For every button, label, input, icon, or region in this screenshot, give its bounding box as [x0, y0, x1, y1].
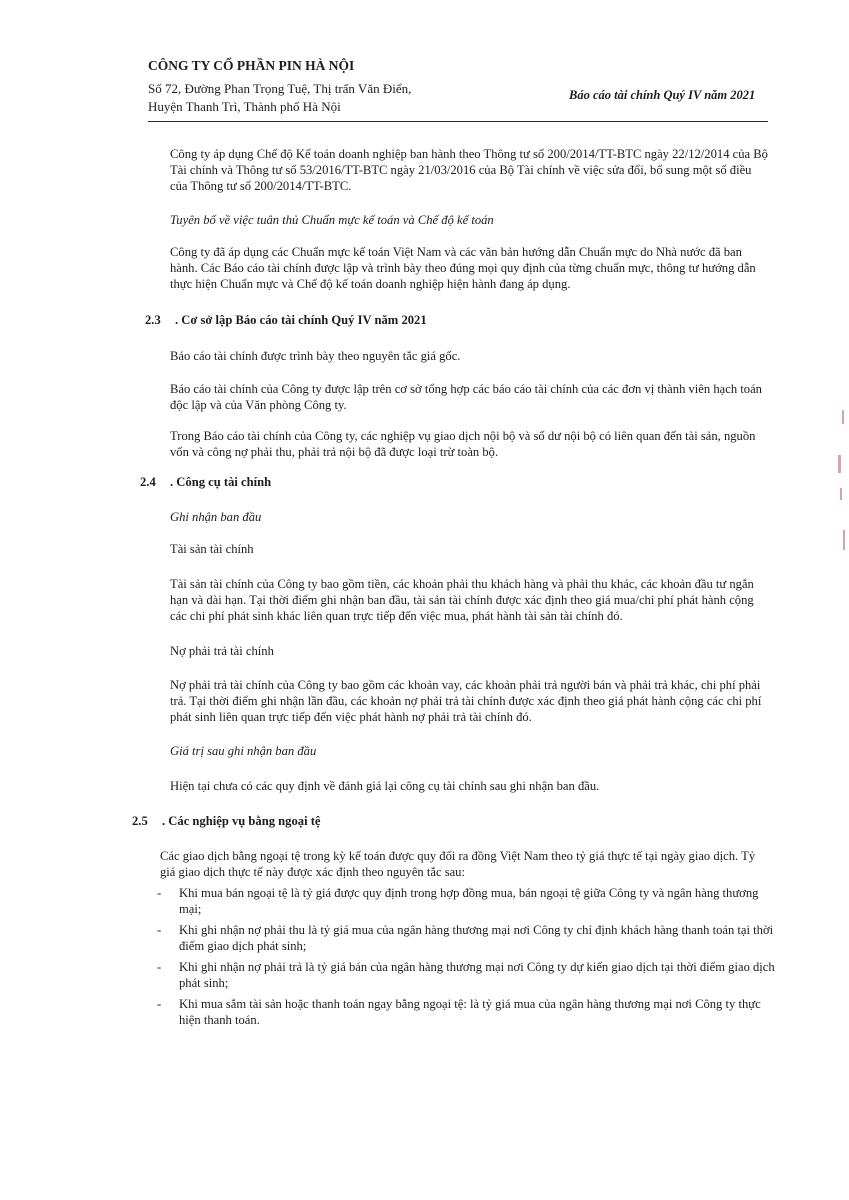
company-address-line1: Số 72, Đường Phan Trọng Tuệ, Thị trấn Văn Điển, — [148, 81, 412, 96]
section-number: 2.5 — [132, 814, 148, 828]
margin-stamp-mark — [842, 410, 844, 424]
margin-stamp-mark — [840, 488, 842, 500]
list-item — [157, 959, 777, 991]
list-item — [157, 885, 777, 917]
header-divider — [148, 121, 768, 122]
margin-stamp-mark — [843, 530, 845, 550]
section-title: . Các nghiệp vụ bằng ngoại tệ — [162, 814, 321, 828]
bullet-dash: - — [157, 923, 162, 937]
margin-stamp-mark — [838, 455, 841, 473]
company-name: CÔNG TY CỔ PHẦN PIN HÀ NỘI — [148, 58, 355, 73]
section-title: . Cơ sở lập Báo cáo tài chính Quý IV năm 2021 — [175, 313, 427, 327]
basis-paragraph-3: Trong Báo cáo tài chính của Công ty, các nghiệp vụ giao dịch nội bộ và số dư nội bộ có liên quan đến tài sản, nguồn vốn và công nợ phải thu, phải trả nội bộ đã được loại trừ toàn bộ. — [170, 429, 756, 459]
company-address-line2: Huyện Thanh Trì, Thành phố Hà Nội — [148, 99, 341, 114]
bullet-dash: - — [157, 886, 162, 900]
basis-paragraph-1: Báo cáo tài chính được trình bày theo nguyên tắc giá gốc. — [170, 349, 461, 363]
accounting-regime-paragraph: Công ty áp dụng Chế độ Kế toán doanh nghiệp ban hành theo Thông tư số 200/2014/TT-BTC ngày 22/12/2014 của Bộ Tài chính và Thông tư số 53/2016/TT-BTC ngày 21/03/2016 của Bộ Tài chính về việc sửa đổi, bổ sung một số điều của Thông tư số 200/2014/TT-BTC. — [170, 147, 768, 193]
financial-liabilities-heading: Nợ phải trả tài chính — [170, 644, 274, 658]
compliance-paragraph: Công ty đã áp dụng các Chuẩn mực kế toán Việt Nam và các văn bản hướng dẫn Chuẩn mực do Nhà nước đã ban hành. Các Báo cáo tài chính được lập và trình bày theo đúng mọi quy định của từng chuẩn mực, thông tư hướng dẫn thực hiện Chuẩn mực và Chế độ kế toán doanh nghiệp hiện hành đang áp dụng. — [170, 245, 756, 291]
section-heading-2-3 — [145, 313, 427, 328]
foreign-currency-intro: Các giao dịch bằng ngoại tệ trong kỳ kế toán được quy đổi ra đồng Việt Nam theo tỷ giá thực tế tại ngày giao dịch. Tỷ giá giao dịch thực tế này được xác định theo nguyên tắc sau: — [160, 849, 756, 879]
list-item — [157, 922, 777, 954]
subsequent-measurement-paragraph: Hiện tại chưa có các quy định về đánh giá lại công cụ tài chính sau ghi nhận ban đầu. — [170, 779, 600, 793]
initial-recognition-heading: Ghi nhận ban đầu — [170, 510, 262, 524]
section-title: . Công cụ tài chính — [170, 475, 272, 489]
exchange-rate-rules-list — [157, 885, 777, 1033]
financial-assets-paragraph: Tài sản tài chính của Công ty bao gồm tiền, các khoản phải thu khách hàng và phải thu khác, các khoản đầu tư ngắn hạn và dài hạn. Tại thời điểm ghi nhận ban đầu, tài sản tài chính được xác định theo giá mua/chi phí phát hành cộng các chi phí phát sinh khác liên quan trực tiếp đến việc mua, phát hành tài sản tài chính đó. — [170, 577, 754, 623]
list-item — [157, 996, 777, 1028]
bullet-dash: - — [157, 997, 162, 1011]
list-item-text: Khi ghi nhận nợ phải trả là tỷ giá bán của ngân hàng thương mại nơi Công ty dự kiến giao dịch tại thời điểm giao dịch phát sinh; — [179, 960, 775, 990]
compliance-subheading: Tuyên bố về việc tuân thủ Chuẩn mực kế toán và Chế độ kế toán — [170, 213, 494, 227]
basis-paragraph-2: Báo cáo tài chính của Công ty được lập trên cơ sở tổng hợp các báo cáo tài chính của các đơn vị thành viên hạch toán độc lập và của Văn phòng Công ty. — [170, 382, 762, 412]
section-heading-2-5 — [132, 814, 321, 829]
bullet-dash: - — [157, 960, 162, 974]
section-number: 2.3 — [145, 313, 161, 327]
subsequent-measurement-heading: Giá trị sau ghi nhận ban đầu — [170, 744, 317, 758]
list-item-text: Khi mua sắm tài sản hoặc thanh toán ngay bằng ngoại tệ: là tỷ giá mua của ngân hàng thương mại nơi Công ty thực hiện thanh toán. — [179, 997, 761, 1027]
report-title: Báo cáo tài chính Quý IV năm 2021 — [569, 88, 756, 102]
financial-liabilities-paragraph: Nợ phải trả tài chính của Công ty bao gồm các khoản vay, các khoản phải trả người bán và phải trả khác, chi phí phải trả. Tại thời điểm ghi nhận lần đầu, các khoản nợ phải trả tài chính được xác định theo giá phát hành cộng các chi phí phát sinh liên quan trực tiếp đến việc phát hành nợ phải trả tài chính đó. — [170, 678, 762, 724]
financial-assets-heading: Tài sản tài chính — [170, 542, 254, 556]
section-number: 2.4 — [140, 475, 156, 489]
list-item-text: Khi ghi nhận nợ phải thu là tỷ giá mua của ngân hàng thương mại nơi Công ty chỉ định khách hàng thanh toán tại thời điểm giao dịch phát sinh; — [179, 923, 774, 953]
list-item-text: Khi mua bán ngoại tệ là tỷ giá được quy định trong hợp đồng mua, bán ngoại tệ giữa Công ty và ngân hàng thương mại; — [179, 886, 759, 916]
section-heading-2-4 — [140, 475, 271, 490]
